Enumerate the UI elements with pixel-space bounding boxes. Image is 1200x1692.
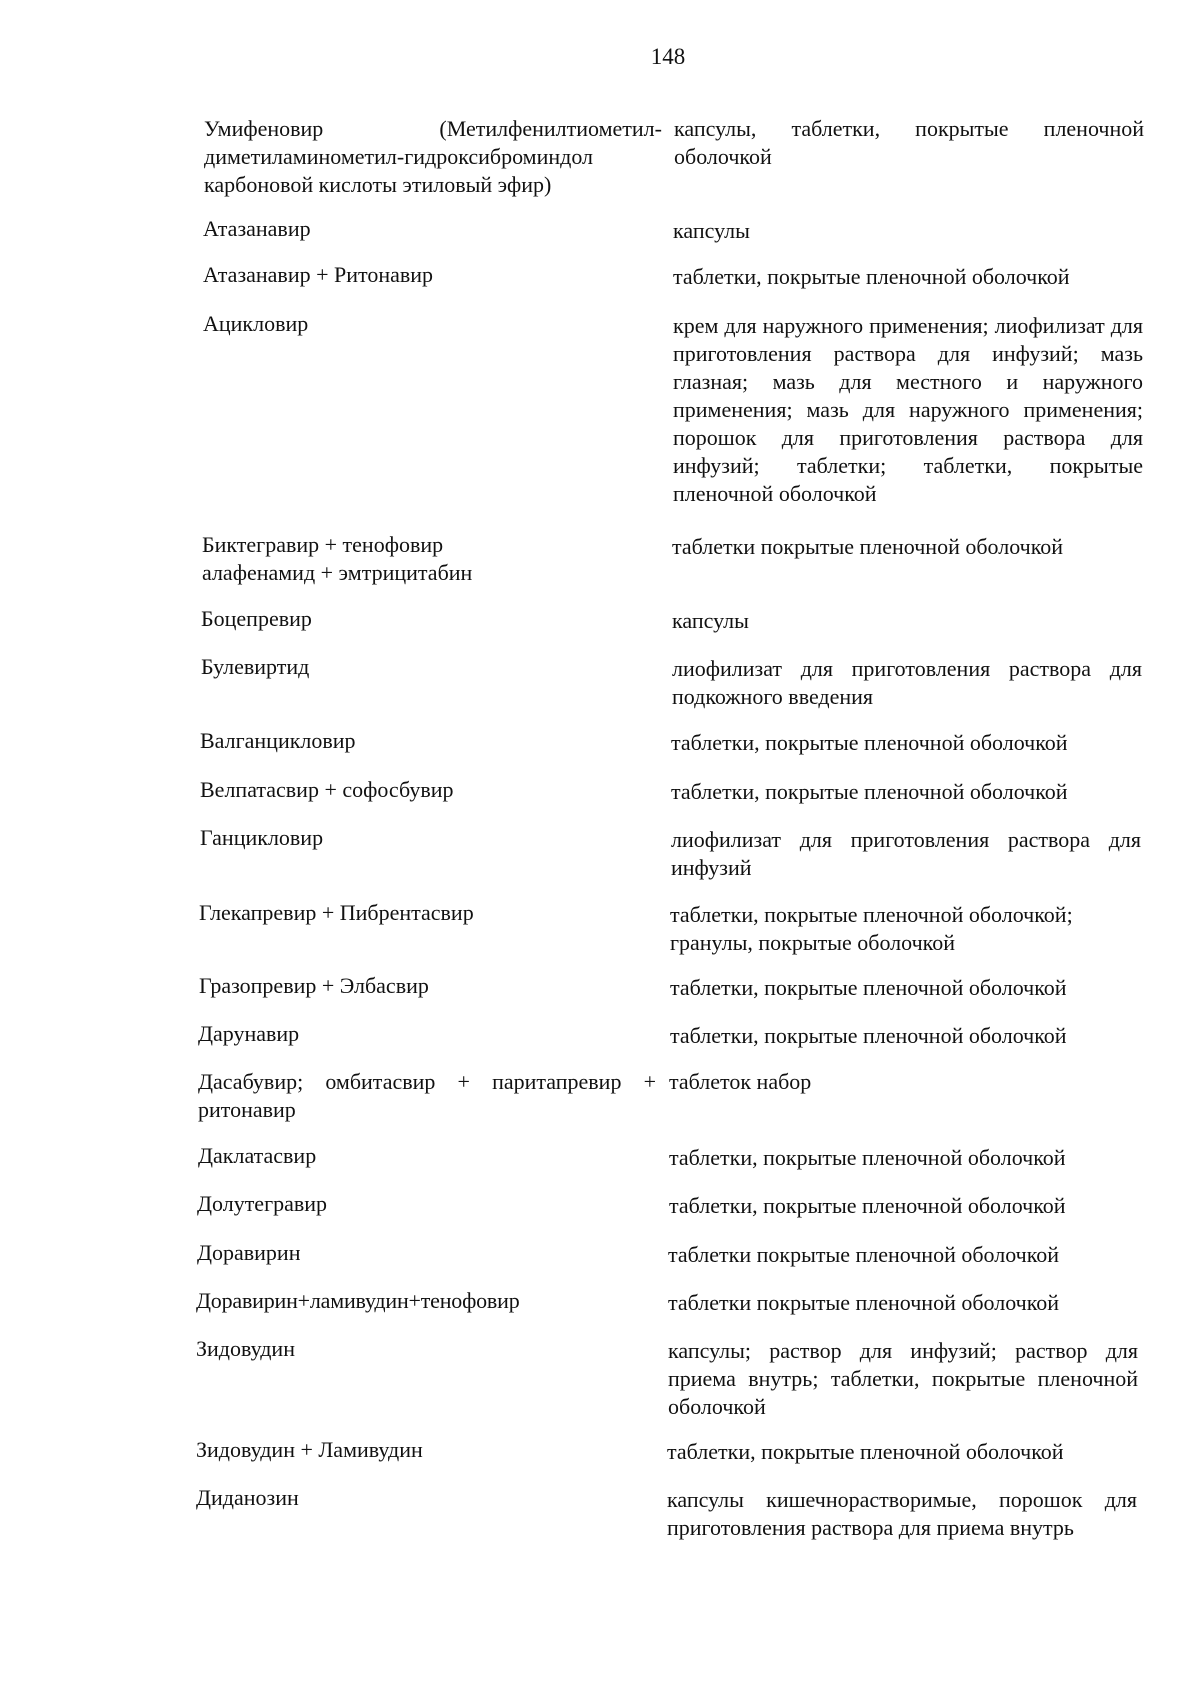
drug-name: Глекапревир + Пибрентасвир <box>199 900 474 925</box>
drug-name: Ганцикловир <box>200 825 324 850</box>
drug-form: таблетки, покрытые пленочной оболочкой; гранулы, покрытые оболочкой <box>670 902 1073 955</box>
drug-name: Атазанавир <box>203 216 311 241</box>
drug-name: Боцепревир <box>201 606 312 631</box>
drug-form: таблетки, покрытые пленочной оболочкой <box>673 264 1070 289</box>
drug-name: Валганцикловир <box>200 728 356 753</box>
drug-form: таблетки, покрытые пленочной оболочкой <box>670 975 1067 1000</box>
drug-name: Ацикловир <box>203 311 309 336</box>
drug-name: Диданозин <box>196 1485 299 1510</box>
drug-name: Велпатасвир + софосбувир <box>200 777 454 802</box>
drug-form: капсулы; раствор для инфузий; раствор для приема внутрь; таблетки, покрытые пленочной оболочкой <box>668 1338 1138 1419</box>
drug-name: Зидовудин + Ламивудин <box>196 1437 423 1462</box>
drug-form: крем для наружного применения; лиофилизат для приготовления раствора для инфузий; мазь глазная; мазь для местного и наружного применения; мазь для наружного применения; порошок для приготовления раствора для инфузий; таблетки; таблетки, покрытые пленочной оболочкой <box>673 313 1143 506</box>
drug-form: капсулы кишечнорастворимые, порошок для приготовления раствора для приема внутрь <box>667 1487 1137 1540</box>
drug-form: таблетки, покрытые пленочной оболочкой <box>667 1439 1064 1464</box>
drug-name: Долутегравир <box>197 1191 328 1216</box>
drug-form: лиофилизат для приготовления раствора для подкожного введения <box>672 656 1142 709</box>
drug-form: капсулы <box>672 608 749 633</box>
drug-name: Дарунавир <box>198 1021 300 1046</box>
drug-form: таблетки, покрытые пленочной оболочкой <box>670 1023 1067 1048</box>
page-number: 148 <box>650 44 686 69</box>
drug-form: таблетки покрытые пленочной оболочкой <box>672 534 1064 559</box>
drug-form: таблетки покрытые пленочной оболочкой <box>668 1242 1060 1267</box>
drug-form: таблеток набор <box>669 1069 812 1094</box>
drug-form: таблетки, покрытые пленочной оболочкой <box>669 1193 1066 1218</box>
drug-name: Булевиртид <box>201 654 310 679</box>
drug-form: таблетки, покрытые пленочной оболочкой <box>671 779 1068 804</box>
drug-name: Доравирин <box>197 1240 301 1265</box>
drug-name: Даклатасвир <box>198 1143 317 1168</box>
drug-name: Дасабувир; омбитасвир + паритапревир + ритонавир <box>198 1069 656 1122</box>
drug-form: таблетки покрытые пленочной оболочкой <box>668 1290 1060 1315</box>
drug-name: Биктегравир + тенофовир алафенамид + эмтрицитабин <box>202 532 473 585</box>
drug-name: Зидовудин <box>196 1336 295 1361</box>
drug-name: Гразопревир + Элбасвир <box>199 973 429 998</box>
drug-name: Умифеновир (Метилфенилтиометил-диметиламинометил-гидроксиброминдол карбоновой кислоты этиловый эфир) <box>204 116 662 197</box>
drug-name: Атазанавир + Ритонавир <box>203 262 434 287</box>
drug-form: таблетки, покрытые пленочной оболочкой <box>671 730 1068 755</box>
drug-form: таблетки, покрытые пленочной оболочкой <box>669 1145 1066 1170</box>
drug-form: капсулы, таблетки, покрытые пленочной оболочкой <box>674 116 1144 169</box>
drug-form: лиофилизат для приготовления раствора для инфузий <box>671 827 1141 880</box>
drug-name: Доравирин+ламивудин+тенофовир <box>196 1288 520 1313</box>
drug-form: капсулы <box>673 218 750 243</box>
